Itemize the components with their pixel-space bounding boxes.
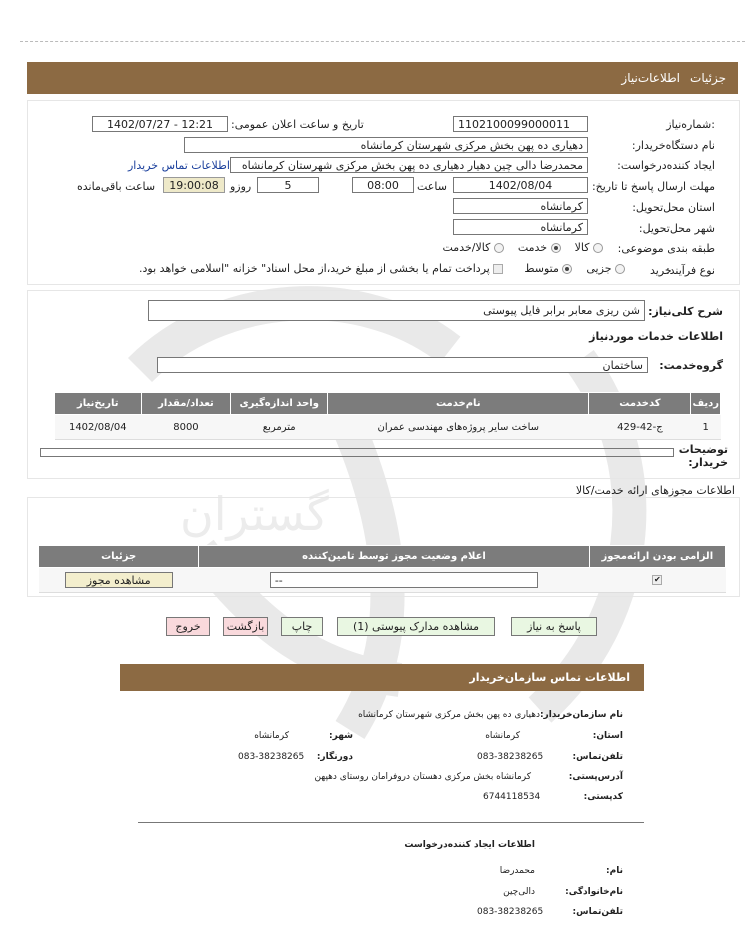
fax-value: 083-38238265 [238, 752, 305, 762]
org-label: نام سازمان‌خریدار: [539, 710, 623, 720]
permits-table [38, 545, 726, 593]
cell-quantity: 8000 [141, 415, 231, 440]
service-group-field: ساختمان [157, 357, 648, 373]
radio-goods-service-label: کالا/خدمت [442, 241, 491, 254]
view-permit-button[interactable]: مشاهده مجوز [65, 572, 173, 588]
watermark-text: گستران [180, 487, 329, 541]
table-row [39, 568, 726, 593]
contact-phone-label: تلفن‌تماس: [572, 752, 623, 762]
process-buy-label: خرید [650, 264, 672, 277]
radio-medium-label: متوسط [524, 262, 559, 275]
city-field: کرمانشاه [453, 219, 588, 235]
radio-goods[interactable] [593, 243, 603, 253]
radio-service[interactable] [551, 243, 561, 253]
category-label: طبقه بندی موضوعی: [617, 242, 715, 255]
col-row: ردیف [691, 393, 721, 415]
treasury-note: پرداخت تمام یا بخشی از مبلغ خرید،از محل اسناد" خزانه "اسلامی خواهد بود. [139, 262, 490, 275]
deadline-time-label: ساعت [417, 180, 447, 193]
col-permit-status: اعلام وضعیت مجوز توسط تامین‌کننده [199, 546, 589, 568]
creator-field: محمدرضا دالی چین دهیار دهیاری ده پهن بخش مرکزی شهرستان کرمانشاه [230, 157, 588, 173]
org-value: دهیاری ده پهن بخش مرکزی شهرستان کرمانشاه [358, 710, 540, 720]
buyer-contact-link[interactable]: اطلاعات تماس خریدار [128, 159, 230, 172]
cell-unit: مترمربع [231, 415, 328, 440]
contact-city-label: شهر: [329, 731, 353, 741]
permit-status-field: -- [270, 572, 538, 588]
col-permit-details: جزئیات [39, 546, 199, 568]
fax-label: دورنگار: [316, 752, 353, 762]
postal-value: 6744118534 [483, 792, 541, 802]
buyer-description-field [40, 448, 674, 457]
creator-phone-label: تلفن‌تماس: [572, 907, 623, 917]
radio-partial-label: جزیی [586, 262, 612, 275]
col-service-name: نام‌خدمت [328, 393, 589, 415]
cell-row: 1 [691, 415, 721, 440]
services-section-title: اطلاعات خدمات موردنیاز [589, 330, 723, 343]
tab-details[interactable]: جزئیات [690, 71, 726, 85]
province-label: استان محل‌تحویل: [632, 201, 715, 214]
postal-label: کدپستی: [583, 792, 623, 802]
deadline-label: مهلت ارسال پاسخ تا تاریخ: [591, 180, 715, 193]
treasury-checkbox[interactable] [493, 264, 503, 274]
buyer-name-field: دهیاری ده پهن بخش مرکزی شهرستان کرمانشاه [184, 137, 588, 153]
cell-service-name: ساخت سایر پروژه‌های مهندسی عمران [328, 415, 589, 440]
creator-info-title: اطلاعات ایجاد کننده‌درخواست [404, 840, 535, 850]
radio-service-label: خدمت [517, 241, 548, 254]
address-value: کرمانشاه بخش مرکزی دهستان دروفرامان روستای دهپهن [314, 772, 531, 782]
summary-field: شن ریزی معابر برابر فایل پیوستی [148, 300, 645, 321]
remaining-time-field: 19:00:08 [163, 177, 225, 193]
radio-goods-service[interactable] [494, 243, 504, 253]
deadline-date-field: 1402/08/04 [453, 177, 588, 193]
cell-permit-required [589, 568, 725, 593]
permits-title: اطلاعات مجوزهای ارائه خدمت/کالا [575, 484, 735, 497]
announce-date-label: تاریخ و ساعت اعلان عمومی: [231, 118, 364, 131]
process-type-label: نوع فرآیند: [665, 264, 715, 277]
summary-label: شرح کلی‌نیاز: [648, 305, 723, 318]
col-need-date: تاریخ‌نیاز [55, 393, 142, 415]
contact-header [120, 664, 644, 691]
permits-table-header [39, 546, 726, 568]
radio-goods-label: کالا [574, 241, 590, 254]
deadline-time-field: 08:00 [352, 177, 414, 193]
creator-name-label: نام: [606, 866, 623, 876]
need-number-label: شماره‌نیاز: [666, 118, 715, 131]
view-docs-button[interactable]: مشاهده مدارک پیوستی (1) [337, 617, 495, 636]
contact-title: اطلاعات تماس سازمان‌خریدار [469, 671, 630, 684]
services-table [54, 392, 721, 440]
buyer-description-label: توضیحات خریدار: [678, 443, 728, 469]
print-button[interactable]: چاپ [281, 617, 323, 636]
col-unit: واحد اندازه‌گیری [231, 393, 328, 415]
contact-city-value: کرمانشاه [254, 731, 289, 741]
creator-name-value: محمدرضا [499, 866, 535, 876]
contact-province-value: کرمانشاه [485, 731, 520, 741]
creator-family-label: نام‌خانوادگی: [565, 887, 623, 897]
exit-button[interactable]: خروج [166, 617, 210, 636]
table-row [55, 415, 721, 440]
need-number-field: 1102100099000011 [453, 116, 588, 132]
process-radio-group [139, 262, 625, 275]
services-table-header [55, 393, 721, 415]
reply-button[interactable]: پاسخ به نیاز [511, 617, 597, 636]
col-quantity: تعداد/مقدار [141, 393, 231, 415]
permit-required-checkbox: ✔ [653, 574, 661, 584]
days-label: روزو [230, 180, 252, 193]
cell-service-code: ج-42-429 [589, 415, 691, 440]
cell-permit-details [39, 568, 199, 593]
radio-partial[interactable] [615, 264, 625, 274]
col-permit-required: الزامی بودن ارائه‌مجوز [589, 546, 725, 568]
contact-phone-value: 083-38238265 [477, 752, 544, 762]
contact-divider [138, 822, 644, 823]
service-group-label: گروه‌خدمت: [659, 359, 723, 372]
city-label: شهر محل‌تحویل: [638, 222, 715, 235]
col-service-code: کدخدمت [589, 393, 691, 415]
top-divider [20, 41, 745, 42]
address-label: آدرس‌پستی: [568, 772, 623, 782]
page-header [27, 62, 738, 94]
creator-family-value: دالی‌چین [503, 887, 535, 897]
remaining-label: ساعت باقی‌مانده [77, 180, 156, 193]
creator-label: ایجاد کننده‌درخواست: [617, 159, 715, 172]
contact-province-label: استان: [592, 731, 623, 741]
category-radio-group [443, 241, 604, 254]
radio-medium[interactable] [562, 264, 572, 274]
creator-phone-value: 083-38238265 [477, 907, 544, 917]
cell-need-date: 1402/08/04 [55, 415, 142, 440]
province-field: کرمانشاه [453, 198, 588, 214]
cell-permit-status [199, 568, 589, 593]
announce-date-field: 1402/07/27 - 12:21 [92, 116, 228, 132]
days-field: 5 [257, 177, 319, 193]
back-button[interactable]: بازگشت [223, 617, 268, 636]
tab-need-info[interactable]: اطلاعات‌نیاز [621, 71, 680, 85]
buyer-name-label: نام دستگاه‌خریدار: [631, 139, 715, 152]
